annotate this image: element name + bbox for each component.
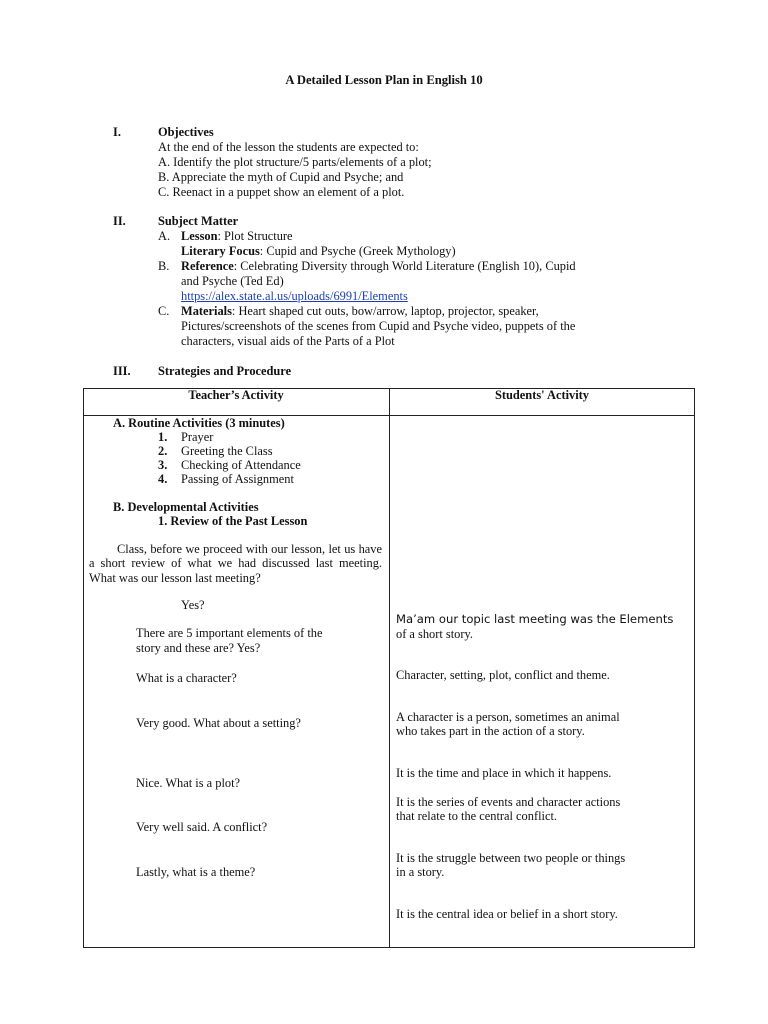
student-conflict-answer: in a story. xyxy=(396,865,445,879)
materials-letter: C. xyxy=(158,304,170,318)
reference-letter: B. xyxy=(158,259,170,273)
objective-item: A. Identify the plot structure/5 parts/elements of a plot; xyxy=(158,155,432,169)
student-setting-answer: It is the time and place in which it happens. xyxy=(396,766,612,780)
lesson-label: Lesson xyxy=(181,229,218,243)
objective-item: B. Appreciate the myth of Cupid and Psyche; and xyxy=(158,170,404,184)
materials-value: : Heart shaped cut outs, bow/arrow, laptop, projector, speaker, xyxy=(231,304,539,318)
teacher-conflict-question: Very well said. A conflict? xyxy=(136,820,268,834)
table-column-divider xyxy=(389,388,390,948)
routine-item: Checking of Attendance xyxy=(181,458,301,472)
teacher-intro: Class, before we proceed with our lesson, let us have a short review of what we had discussed last meeting. What was our lesson last meeting? xyxy=(89,542,382,585)
page-title: A Detailed Lesson Plan in English 10 xyxy=(285,73,483,87)
student-topic-answer: Ma’am our topic last meeting was the Elements xyxy=(396,612,674,626)
student-plot-answer: that relate to the central conflict. xyxy=(396,809,557,823)
materials-label: Materials xyxy=(181,304,232,318)
review-heading: 1. Review of the Past Lesson xyxy=(158,514,308,528)
teacher-activity-header: Teacher’s Activity xyxy=(188,388,284,402)
reference-label: Reference xyxy=(181,259,234,273)
subject-matter-number: II. xyxy=(113,214,126,228)
teacher-character-question: What is a character? xyxy=(136,671,237,685)
routine-item: Passing of Assignment xyxy=(181,472,294,486)
reference-value: : Celebrating Diversity through World Literature (English 10), Cupid xyxy=(233,259,576,273)
literary-focus-value: : Cupid and Psyche (Greek Mythology) xyxy=(259,244,456,258)
student-theme-answer: It is the central idea or belief in a short story. xyxy=(396,907,618,921)
reference-line xyxy=(181,259,576,274)
student-topic-answer: of a short story. xyxy=(396,627,473,641)
teacher-yes: Yes? xyxy=(181,598,205,612)
teacher-elements-line: story and these are? Yes? xyxy=(136,641,261,655)
routine-activities-heading: A. Routine Activities (3 minutes) xyxy=(113,416,285,430)
materials-line xyxy=(181,304,539,319)
student-character-answer: who takes part in the action of a story. xyxy=(396,724,585,738)
materials-value-continued: Pictures/screenshots of the scenes from Cupid and Psyche video, puppets of the xyxy=(181,319,576,333)
reference-value-continued: and Psyche (Ted Ed) xyxy=(181,274,284,288)
student-conflict-answer: It is the struggle between two people or things xyxy=(396,851,626,865)
subject-matter-heading: Subject Matter xyxy=(158,214,239,228)
student-plot-answer: It is the series of events and character actions xyxy=(396,795,621,809)
developmental-activities-heading: B. Developmental Activities xyxy=(113,500,259,514)
lesson-letter: A. xyxy=(158,229,171,243)
routine-item-number: 1. xyxy=(158,430,168,444)
routine-item: Prayer xyxy=(181,430,214,444)
routine-item-number: 4. xyxy=(158,472,168,486)
strategies-heading: Strategies and Procedure xyxy=(158,364,292,378)
student-elements-answer: Character, setting, plot, conflict and theme. xyxy=(396,668,610,682)
student-character-answer: A character is a person, sometimes an animal xyxy=(396,710,620,724)
objective-item: C. Reenact in a puppet show an element of a plot. xyxy=(158,185,405,199)
teacher-elements-line: There are 5 important elements of the xyxy=(136,626,323,640)
routine-item-number: 3. xyxy=(158,458,168,472)
objectives-heading: Objectives xyxy=(158,125,214,139)
students-activity-header: Students' Activity xyxy=(495,388,589,402)
literary-focus-line xyxy=(181,244,456,259)
lesson-value: : Plot Structure xyxy=(217,229,293,243)
teacher-setting-question: Very good. What about a setting? xyxy=(136,716,301,730)
strategies-number: III. xyxy=(113,364,131,378)
reference-link[interactable]: https://alex.state.al.us/uploads/6991/Elements xyxy=(181,289,408,303)
teacher-theme-question: Lastly, what is a theme? xyxy=(136,865,256,879)
lesson-line xyxy=(181,229,293,244)
teacher-plot-question: Nice. What is a plot? xyxy=(136,776,241,790)
materials-value-continued: characters, visual aids of the Parts of a Plot xyxy=(181,334,395,348)
objectives-number: I. xyxy=(113,125,121,139)
routine-item-number: 2. xyxy=(158,444,168,458)
objectives-intro: At the end of the lesson the students are expected to: xyxy=(158,140,419,154)
routine-item: Greeting the Class xyxy=(181,444,273,458)
literary-focus-label: Literary Focus xyxy=(181,244,260,258)
